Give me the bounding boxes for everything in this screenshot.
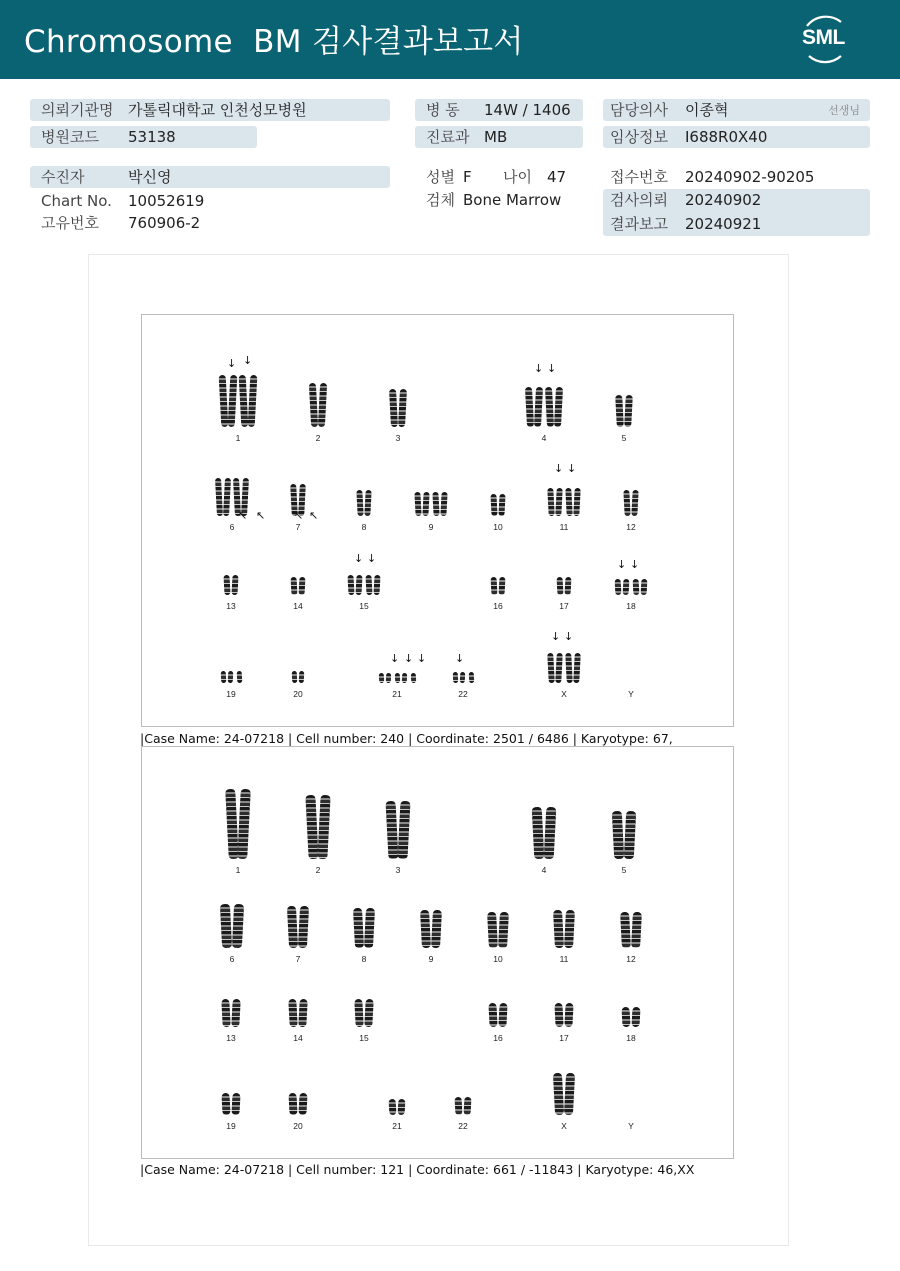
hospital-code-label: 병원코드 — [41, 128, 99, 146]
chromosome-4 — [544, 807, 557, 859]
chromosome-6 — [220, 904, 232, 948]
chromosome-label-18: 18 — [626, 601, 636, 611]
chromosome-7 — [287, 906, 298, 948]
arrow-down-icon: ↓ — [390, 652, 400, 665]
chart-no-field — [30, 190, 390, 212]
chromosome-18 — [615, 579, 622, 595]
ward-field — [415, 99, 583, 121]
clinical-value: I688R0X40 — [685, 128, 768, 146]
chromosome-3 — [397, 801, 410, 859]
chromosome-22 — [468, 672, 474, 683]
chromosome-11 — [573, 488, 580, 516]
chromosome-label-15: 15 — [359, 601, 369, 611]
arrow-down-icon: ↓ — [630, 558, 640, 571]
chromosome-label-1: 1 — [235, 433, 241, 443]
chromosome-label-5: 5 — [621, 865, 627, 875]
chromosome-14 — [288, 999, 297, 1027]
chromosome-label-5: 5 — [621, 433, 627, 443]
chromosome-label-19: 19 — [226, 689, 236, 699]
chromosome-label-2: 2 — [315, 433, 321, 443]
specimen-field — [415, 189, 615, 211]
chromosome-16 — [491, 577, 498, 595]
arrow-down-icon: ↓ — [417, 652, 427, 665]
chromosome-10 — [490, 494, 497, 516]
arrow-down-icon: ↓ — [354, 552, 364, 565]
chromosome-5 — [624, 395, 633, 427]
chromosome-10 — [498, 912, 509, 948]
age-label: 나이 — [503, 168, 532, 186]
arrow-up-left-icon: ↖ — [256, 509, 266, 522]
chromosome-1 — [237, 789, 251, 859]
arrow-down-icon: ↓ — [547, 362, 557, 375]
chromosome-12 — [631, 490, 638, 516]
chromosome-21 — [378, 673, 384, 683]
ward-label: 병 동 — [426, 101, 460, 119]
chromosome-21 — [389, 1099, 397, 1115]
dept-label: 진료과 — [426, 128, 470, 146]
chromosome-14 — [299, 577, 306, 595]
chromosome-21 — [385, 673, 391, 683]
karyogram-caption-1: |Case Name: 24-07218 | Cell number: 240 | Coordinate: 2501 / 6486 | Karyotype: 67, — [140, 731, 673, 746]
chromosome-label-y: Y — [628, 689, 634, 699]
chromosome-x — [565, 653, 573, 683]
id-no-field — [30, 212, 390, 234]
chromosome-2 — [309, 383, 318, 427]
chromosome-17 — [565, 577, 572, 595]
specimen-label: 검체 — [426, 191, 455, 209]
specimen-value: Bone Marrow — [463, 191, 562, 209]
chromosome-label-7: 7 — [295, 522, 301, 532]
doctor-field — [603, 99, 870, 121]
chromosome-label-16: 16 — [493, 601, 503, 611]
request-org-field — [30, 99, 390, 121]
chromosome-19 — [227, 671, 233, 683]
arrow-up-left-icon: ↖ — [309, 509, 319, 522]
chromosome-6 — [223, 478, 231, 516]
chromosome-20 — [298, 1093, 307, 1115]
chromosome-8 — [364, 490, 371, 516]
chromosome-label-22: 22 — [458, 1121, 468, 1131]
arrow-down-icon: ↓ — [227, 357, 237, 370]
sex-age-field — [415, 166, 583, 188]
logo-text: SML — [802, 26, 845, 49]
receipt-field — [603, 166, 870, 188]
chromosome-1 — [228, 375, 238, 427]
karyogram-normal — [141, 746, 734, 1159]
hospital-code-value: 53138 — [128, 128, 176, 146]
chromosome-label-x: X — [561, 689, 567, 699]
chromosome-label-7: 7 — [295, 954, 301, 964]
chromosome-1 — [248, 375, 258, 427]
chromosome-3 — [398, 389, 407, 427]
clinical-label: 임상정보 — [610, 128, 668, 146]
chromosome-10 — [498, 494, 505, 516]
request-date-label: 검사의뢰 — [610, 191, 668, 209]
chromosome-2 — [318, 383, 327, 427]
chromosome-20 — [288, 1093, 297, 1115]
chromosome-15 — [355, 575, 362, 595]
chromosome-label-13: 13 — [226, 1033, 236, 1043]
chromosome-15 — [364, 999, 373, 1027]
chromosome-2 — [317, 795, 330, 859]
chromosome-19 — [231, 1093, 240, 1115]
chromosome-14 — [298, 999, 307, 1027]
chromosome-label-1: 1 — [235, 865, 241, 875]
chromosome-22 — [459, 672, 465, 683]
chromosome-label-21: 21 — [392, 689, 402, 699]
chromosome-21 — [398, 1099, 406, 1115]
chromosome-10 — [487, 912, 498, 948]
chromosome-13 — [223, 575, 230, 595]
chart-no-label: Chart No. — [41, 192, 112, 210]
chromosome-16 — [499, 577, 506, 595]
chromosome-17 — [554, 1003, 563, 1027]
clinical-field — [603, 126, 870, 148]
chromosome-5 — [615, 395, 624, 427]
receipt-value: 20240902-90205 — [685, 168, 815, 186]
report-header — [0, 0, 900, 79]
chromosome-label-4: 4 — [541, 433, 547, 443]
chromosome-label-6: 6 — [229, 954, 235, 964]
report-title: Chromosome BM 검사결과보고서 — [24, 24, 524, 60]
chromosome-18 — [641, 579, 648, 595]
chromosome-22 — [452, 672, 458, 683]
chromosome-12 — [623, 490, 630, 516]
chromosome-4 — [532, 807, 545, 859]
patient-name-field — [30, 166, 390, 188]
chromosome-5 — [612, 811, 624, 859]
chromosome-15 — [365, 575, 372, 595]
arrow-down-icon: ↓ — [551, 630, 561, 643]
chromosome-label-22: 22 — [458, 689, 468, 699]
chromosome-label-10: 10 — [493, 522, 503, 532]
sex-value: F — [463, 168, 472, 186]
chromosome-19 — [221, 1093, 230, 1115]
chromosome-label-11: 11 — [559, 522, 569, 532]
patient-name-label: 수진자 — [41, 168, 85, 186]
karyogram-caption-2: |Case Name: 24-07218 | Cell number: 121 | Coordinate: 661 / -11843 | Karyotype: 46,XX — [140, 1162, 695, 1177]
chromosome-11 — [553, 910, 564, 948]
chromosome-20 — [292, 671, 298, 683]
chromosome-label-19: 19 — [226, 1121, 236, 1131]
chromosome-9 — [422, 492, 429, 516]
chromosome-label-17: 17 — [559, 1033, 569, 1043]
chromosome-11 — [555, 488, 562, 516]
chromosome-17 — [564, 1003, 573, 1027]
chromosome-13 — [231, 999, 240, 1027]
request-date-value: 20240902 — [685, 191, 762, 209]
chromosome-4 — [525, 387, 534, 427]
chromosome-label-14: 14 — [293, 601, 303, 611]
chromosome-22 — [464, 1097, 472, 1115]
patient-name-value: 박신영 — [128, 168, 172, 186]
chart-no-value: 10052619 — [128, 192, 205, 210]
chromosome-18 — [623, 579, 630, 595]
arrow-down-icon: ↓ — [243, 354, 253, 367]
chromosome-9 — [432, 492, 439, 516]
sex-label: 성별 — [426, 168, 455, 186]
hospital-code-field — [30, 126, 257, 148]
id-no-value: 760906-2 — [128, 214, 201, 232]
chromosome-label-9: 9 — [428, 954, 434, 964]
chromosome-label-11: 11 — [559, 954, 569, 964]
chromosome-17 — [557, 577, 564, 595]
chromosome-8 — [364, 908, 375, 948]
chromosome-label-20: 20 — [293, 1121, 303, 1131]
chromosome-19 — [236, 671, 242, 683]
chromosome-21 — [394, 673, 400, 683]
chromosome-label-17: 17 — [559, 601, 569, 611]
chromosome-11 — [564, 910, 575, 948]
id-no-label: 고유번호 — [41, 214, 99, 232]
chromosome-label-20: 20 — [293, 689, 303, 699]
arrow-up-left-icon: ↖ — [238, 509, 248, 522]
chromosome-4 — [554, 387, 563, 427]
chromosome-label-13: 13 — [226, 601, 236, 611]
chromosome-16 — [498, 1003, 507, 1027]
doctor-value: 이종혁 — [685, 101, 729, 119]
chromosome-16 — [488, 1003, 497, 1027]
dept-field — [415, 126, 583, 148]
chromosome-22 — [455, 1097, 463, 1115]
chromosome-label-9: 9 — [428, 522, 434, 532]
chromosome-11 — [547, 488, 554, 516]
chromosome-12 — [631, 912, 642, 948]
sml-logo — [797, 12, 853, 68]
chromosome-9 — [431, 910, 442, 948]
receipt-label: 접수번호 — [610, 168, 668, 186]
chromosome-19 — [220, 671, 226, 683]
request-org-value: 가톨릭대학교 인천성모병원 — [128, 101, 307, 119]
doctor-label: 담당의사 — [610, 101, 668, 119]
arrow-down-icon: ↓ — [455, 652, 465, 665]
chromosome-15 — [373, 575, 380, 595]
arrow-down-icon: ↓ — [367, 552, 377, 565]
chromosome-6 — [232, 904, 244, 948]
chromosome-4 — [545, 387, 554, 427]
chromosome-x — [564, 1073, 575, 1115]
chromosome-label-4: 4 — [541, 865, 547, 875]
chromosome-18 — [621, 1007, 630, 1027]
age-value: 47 — [547, 168, 567, 186]
chromosome-15 — [354, 999, 363, 1027]
report-date-label: 결과보고 — [610, 215, 668, 233]
chromosome-label-21: 21 — [392, 1121, 402, 1131]
chromosome-18 — [631, 1007, 640, 1027]
request-org-label: 의뢰기관명 — [41, 101, 114, 119]
chromosome-20 — [299, 671, 305, 683]
chromosome-8 — [356, 490, 363, 516]
report-date-value: 20240921 — [685, 215, 762, 233]
chromosome-label-2: 2 — [315, 865, 321, 875]
chromosome-9 — [414, 492, 421, 516]
chromosome-label-x: X — [561, 1121, 567, 1131]
chromosome-label-6: 6 — [229, 522, 235, 532]
chromosome-label-14: 14 — [293, 1033, 303, 1043]
chromosome-5 — [624, 811, 636, 859]
chromosome-label-18: 18 — [626, 1033, 636, 1043]
chromosome-x — [553, 1073, 564, 1115]
arrow-down-icon: ↓ — [534, 362, 544, 375]
chromosome-label-3: 3 — [395, 433, 401, 443]
arrow-down-icon: ↓ — [564, 630, 574, 643]
dept-value: MB — [484, 128, 508, 146]
chromosome-label-8: 8 — [361, 954, 367, 964]
ward-value: 14W / 1406 — [484, 101, 571, 119]
chromosome-label-3: 3 — [395, 865, 401, 875]
chromosome-1 — [219, 375, 229, 427]
chromosome-label-12: 12 — [626, 954, 636, 964]
arrow-down-icon: ↓ — [554, 462, 564, 475]
chromosome-x — [547, 653, 555, 683]
chromosome-13 — [231, 575, 238, 595]
chromosome-3 — [389, 389, 398, 427]
chromosome-3 — [385, 801, 398, 859]
chromosome-18 — [633, 579, 640, 595]
chromosome-21 — [410, 673, 416, 683]
arrow-down-icon: ↓ — [404, 652, 414, 665]
dates-field — [603, 189, 870, 236]
chromosome-label-8: 8 — [361, 522, 367, 532]
chromosome-4 — [534, 387, 543, 427]
chromosome-2 — [305, 795, 318, 859]
arrow-down-icon: ↓ — [617, 558, 627, 571]
chromosome-6 — [215, 478, 223, 516]
chromosome-label-12: 12 — [626, 522, 636, 532]
chromosome-label-15: 15 — [359, 1033, 369, 1043]
arrow-down-icon: ↓ — [567, 462, 577, 475]
chromosome-label-10: 10 — [493, 954, 503, 964]
chromosome-21 — [401, 673, 407, 683]
chromosome-13 — [221, 999, 230, 1027]
chromosome-9 — [440, 492, 447, 516]
chromosome-9 — [420, 910, 431, 948]
doctor-honorific: 선생님 — [828, 104, 860, 117]
chromosome-7 — [298, 906, 309, 948]
chromosome-15 — [347, 575, 354, 595]
chromosome-14 — [291, 577, 298, 595]
arrow-up-left-icon: ↖ — [294, 509, 304, 522]
karyogram-abnormal — [141, 314, 734, 727]
chromosome-8 — [353, 908, 364, 948]
chromosome-x — [573, 653, 581, 683]
chromosome-x — [555, 653, 563, 683]
chromosome-label-16: 16 — [493, 1033, 503, 1043]
chromosome-11 — [565, 488, 572, 516]
chromosome-label-y: Y — [628, 1121, 634, 1131]
chromosome-12 — [620, 912, 631, 948]
chromosome-1 — [239, 375, 249, 427]
